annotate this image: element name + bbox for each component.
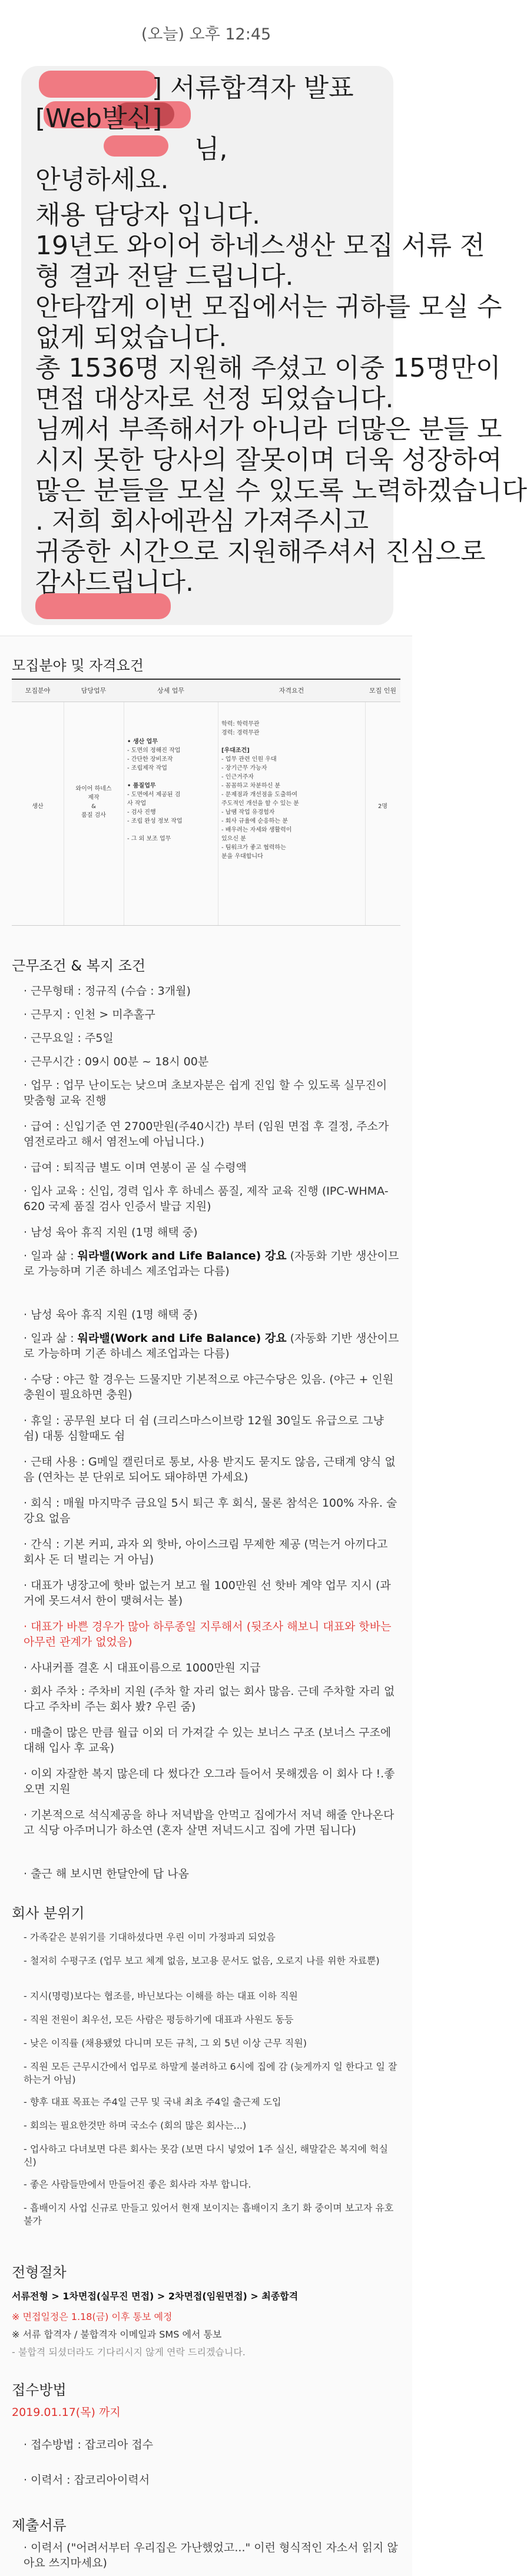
sms-line: 감사드립니다. xyxy=(35,567,194,597)
condition-item: · 회사 주차 : 주차비 지원 (주차 할 자리 없는 회사 많음. 근데 주차할 자리 없다고 주차비 주는 회사 봤? 우린 줌) xyxy=(24,1685,395,1713)
worklife-emphasis: 워라밸(Work and Life Balance) 강요 xyxy=(77,1332,287,1345)
req-line: - 인근거주자 xyxy=(221,774,254,780)
detail-line xyxy=(127,826,214,835)
req-line: - 문제점과 개선점을 도출하여 xyxy=(221,792,298,798)
apply-item: · 접수방법 : 잡코리아 접수 xyxy=(24,2438,154,2451)
table-header: 자격요건 xyxy=(218,680,365,702)
req-line: - 장기근무 가능자 xyxy=(221,765,267,772)
duty-line: & xyxy=(91,803,96,810)
condition-item: · 급여 : 퇴직금 별도 이며 연봉이 곧 실 수령액 xyxy=(24,1161,247,1174)
condition-item: · 근무시간 : 09시 00분 ~ 18시 00분 xyxy=(24,1055,209,1068)
detail-line: • 생산 업무 xyxy=(127,739,158,745)
worklife-rest: (자동화 기반 생산이므로 가능하며 기존 하네스 제조업과는 다름) xyxy=(24,1249,399,1278)
detail-line: - 도면에서 제공된 검 xyxy=(127,792,181,798)
condition-item: · 근태 사용 : G메일 캘린더로 통보, 사용 받지도 묻지도 않음, 근태계 양식 없음 (연차는 분 단위로 되어도 돼야하면 가세요) xyxy=(24,1455,396,1484)
atmosphere-item: - 가족같은 분위기를 기대하셨다면 우린 이미 가정파괴 되었음 xyxy=(24,1932,276,1943)
section-title-recruit: 모집분야 및 자격요건 xyxy=(12,657,144,674)
section-title-documents: 제출서류 xyxy=(12,2517,67,2534)
field-value: 생산 xyxy=(32,803,44,810)
worklife-label: · 일과 삶 : xyxy=(24,1249,78,1262)
detail-line: - 조립제작 작업 xyxy=(127,765,167,772)
req-line: - 팀워크가 좋고 협력하는 xyxy=(221,845,286,851)
sms-line: 시지 못한 당사의 잘못이며 더욱 성장하여 xyxy=(35,445,502,475)
req-line: 분을 우대합니다 xyxy=(221,853,263,860)
sms-line: 채용 담당자 입니다. xyxy=(35,200,260,230)
process-note: ※ 서류 합격자 / 불합격자 이메일과 SMS 에서 통보 xyxy=(12,2329,222,2340)
req-line: - 꼼꼼하고 차분하신 분 xyxy=(221,783,281,789)
condition-item: · 남성 육아 휴직 지원 (1명 해택 중) xyxy=(24,1226,198,1239)
process-steps xyxy=(12,2290,389,2303)
table-cell-requirements xyxy=(218,702,365,926)
sms-line: 19년도 와이어 하네스생산 모집 서류 전 xyxy=(35,231,485,261)
sms-line: 안녕하세요. xyxy=(35,165,169,195)
table-header: 모집분야 xyxy=(12,680,64,702)
section-title-process: 전형절차 xyxy=(12,2264,67,2281)
sms-line: 총 1536명 지원해 주셨고 이중 15명만이 xyxy=(35,353,501,383)
atmosphere-item: - 좋은 사람들만에서 만들어진 좋은 회사라 자부 합니다. xyxy=(24,2179,251,2190)
table-header: 상세 업무 xyxy=(124,680,218,702)
condition-item: · 사내커플 결혼 시 대표이름으로 1000만원 지급 xyxy=(24,1661,261,1674)
job-posting xyxy=(0,636,412,2576)
req-line: 경력: 경력무관 xyxy=(221,730,260,736)
condition-item: · 근무형태 : 정규직 (수습 : 3개월) xyxy=(24,985,191,998)
detail-line xyxy=(127,773,214,782)
condition-item: · 업무 : 업무 난이도는 낮으며 초보자분은 쉽게 진입 할 수 있도록 실무진이 맞춤형 교육 진행 xyxy=(24,1079,387,1107)
atmosphere-item: - 흡배이지 사업 신규로 만들고 있어서 현재 보이지는 흡배이지 초기 화 중이며 보고자 유호 불가 xyxy=(24,2202,394,2226)
table-cell-duty xyxy=(64,702,124,926)
table-header: 모집 인원 xyxy=(365,680,400,702)
sms-line: [Web발신] xyxy=(35,104,163,134)
redaction-greeting xyxy=(104,135,168,157)
req-line: 학력: 학력무관 xyxy=(221,721,260,727)
condition-item: · 근무지 : 인천 > 미추홀구 xyxy=(24,1008,155,1021)
recruit-table xyxy=(12,679,400,926)
worklife-label: · 일과 삶 : xyxy=(24,1332,78,1345)
condition-item: · 수당 : 야근 할 경우는 드물지만 기본적으로 야근수당은 있음. (야근 + 인원 충원이 필요하면 충원) xyxy=(24,1373,394,1401)
condition-item: · 입사 교육 : 신입, 경력 입사 후 하네스 품질, 제작 교육 진행 (IPC-WHMA-620 국제 품질 검사 인증서 발급 지원) xyxy=(24,1185,389,1213)
condition-item: · 대표가 냉장고에 핫바 없는거 보고 월 100만원 선 핫바 계약 업무 지시 (과거에 못드셔서 한이 맺혀서는 볼) xyxy=(24,1579,391,1607)
table-cell-detail xyxy=(124,702,218,926)
document-item: · 이력서 ("어려서부터 우리집은 가난했었고..." 이런 형식적인 자소서 읽지 않아요 쓰지마세요) xyxy=(24,2541,398,2570)
condition-item: · 매출이 많은 만큼 월급 이외 더 가져갈 수 있는 보너스 구조 (보너스 구조에 대해 입사 후 교육) xyxy=(24,1726,392,1754)
condition-item: · 간식 : 기본 커피, 과자 외 핫바, 아이스크림 무제한 제공 (먹는거 아끼다고 회사 돈 더 벌리는 거 아님) xyxy=(24,1538,388,1566)
atmosphere-item: - 철저히 수평구조 (업무 보고 체계 없음, 보고용 문서도 없음, 오로지 나를 위한 자료뿐) xyxy=(24,1955,380,1966)
condition-item-highlight: · 대표가 바쁜 경우가 많아 하루종일 지루해서 (뒷조사 해보니 대표와 핫바는 아무런 관계가 없었음) xyxy=(24,1620,392,1648)
condition-item: · 회식 : 매월 마지막주 금요일 5시 퇴근 후 회식, 물론 참석은 100% 자유. 술 강요 없음 xyxy=(24,1497,397,1525)
process-note: ※ 면접일정은 1.18(금) 이후 통보 예정 xyxy=(12,2311,173,2322)
condition-item: · 남성 육아 휴직 지원 (1명 해택 중) xyxy=(24,1308,198,1321)
deadline-text: 2019.01.17(목) 까지 xyxy=(12,2406,121,2419)
sms-line: 귀중한 시간으로 지원해주셔서 진심으로 xyxy=(35,537,486,567)
headcount-value: 2명 xyxy=(377,803,388,810)
atmosphere-item: - 지시(명령)보다는 협조를, 바닌보다는 이해를 하는 대표 이하 직원 xyxy=(24,1990,298,2002)
detail-line: • 품질업무 xyxy=(127,783,156,789)
detail-line: - 조립 완성 정보 작업 xyxy=(127,818,183,825)
duty-line: 와이어 하네스 xyxy=(75,786,112,792)
condition-item: · 휴일 : 공무원 보다 더 쉼 (크리스마스이브랑 12월 30일도 유급으로 그냥 쉼) 대통 심할때도 쉼 xyxy=(24,1414,384,1442)
condition-item: · 급여 : 신입기준 연 2700만원(주40시간) 부터 (임원 면접 후 결정, 주소가 염전로라고 해서 염전노예 아닙니다.) xyxy=(24,1120,389,1148)
sms-line: 님께서 부족해서가 아니라 더많은 분들 모 xyxy=(35,414,502,444)
section-title-conditions: 근무조건 & 복지 조건 xyxy=(12,958,146,974)
section-title-apply: 접수방법 xyxy=(12,2382,67,2398)
duty-line: 제작 xyxy=(88,795,100,801)
sms-line: 안타깝게 이번 모집에서는 귀하를 모실 수 xyxy=(35,292,502,322)
req-line: - 배우려는 자세와 생활력이 xyxy=(221,827,292,833)
sms-line: 형 결과 전달 드립니다. xyxy=(35,261,294,291)
table-cell-field xyxy=(12,702,64,926)
table-cell-headcount xyxy=(365,702,400,926)
sms-line: 님, xyxy=(194,134,228,164)
duty-line: 품질 검사 xyxy=(81,812,106,819)
atmosphere-item: - 직원 전원이 최우선, 모든 사람은 평등하기에 대표과 사원도 동등 xyxy=(24,2014,294,2025)
req-line: - 납땜 작업 유경험자 xyxy=(221,809,275,816)
detail-line: - 간단한 장비조작 xyxy=(127,756,173,763)
atmosphere-item: - 직원 모든 근무시간에서 업무로 하말게 불려하고 6시에 집에 감 (늦게까지 일 한다고 일 잘하는거 아님) xyxy=(24,2061,397,2085)
req-line: [우대조건] xyxy=(221,747,250,754)
sms-timestamp: (오늘) 오후 12:45 xyxy=(141,25,271,44)
sms-message-view xyxy=(0,0,527,636)
worklife-rest: (자동화 기반 생산이므로 가능하며 기존 하네스 제조업과는 다름) xyxy=(24,1332,399,1360)
process-line: 서류전형 > 1차면접(실무진 면접) > 2차면접(임원면접) > 최종합격 xyxy=(12,2291,299,2302)
condition-item: · 기본적으로 석식제공을 하나 저녁밥을 안먹고 집에가서 저녁 해줄 안나온다고 식당 아주머니가 하소연 (혼자 살면 저녁드시고 집에 가면 됩니다) xyxy=(24,1809,395,1837)
redaction-company xyxy=(39,71,157,98)
atmosphere-item: - 회의는 필요한것만 하며 국소수 (회의 많은 회사는...) xyxy=(24,2120,247,2131)
req-line xyxy=(221,737,362,746)
worklife-item xyxy=(24,1248,400,1279)
detail-line: 사 작업 xyxy=(127,800,147,807)
atmosphere-item: - 향후 대표 목표는 주4일 근무 및 국내 최초 주4일 출근제 도입 xyxy=(24,2096,281,2108)
detail-line: - 그 외 보조 업무 xyxy=(127,836,171,842)
worklife-item xyxy=(24,1331,400,1361)
condition-item: · 이외 자잘한 복지 많은데 다 썼다간 오그라 들어서 못해겠음 이 회사 다 !.좋 오면 지원 xyxy=(24,1767,395,1796)
detail-line: - 검사 진행 xyxy=(127,809,156,816)
req-line: 주도적인 개선을 할 수 있는 분 xyxy=(221,800,299,807)
sms-line: ] 서류합격자 발표 xyxy=(152,73,354,103)
sms-line: 많은 분들을 모실 수 있도록 노력하겠습니다 xyxy=(35,476,527,506)
worklife-emphasis: 워라밸(Work and Life Balance) 강요 xyxy=(77,1249,287,1262)
req-line: - 회사 규율에 순응하는 분 xyxy=(221,818,288,825)
req-line: - 업무 관련 인원 우대 xyxy=(221,756,277,763)
condition-item: · 출근 해 보시면 한달안에 답 나옴 xyxy=(24,1867,189,1880)
atmosphere-item: - 업사하고 다녀보면 다른 회사는 못감 (보면 다시 넣었어 1주 실신, 해말같은 복지에 헉실신) xyxy=(24,2143,388,2168)
apply-item: · 이력서 : 잡코리아이력서 xyxy=(24,2474,150,2487)
req-line: 있으신 분 xyxy=(221,836,246,842)
process-note: - 불합격 되셨더라도 기다리시지 않게 연락 드리겠습니다. xyxy=(12,2346,246,2358)
section-title-atmosphere: 회사 분위기 xyxy=(12,1905,85,1922)
atmosphere-item: - 낮은 이직률 (채용됐었 다니며 모든 규칙, 그 외 5년 이상 근무 직원) xyxy=(24,2037,307,2049)
sms-line: . 저희 회사에관심 가져주시고 xyxy=(35,506,369,536)
detail-line: - 도면의 정해진 작업 xyxy=(127,747,181,754)
sms-line: 없게 되었습니다. xyxy=(35,323,227,353)
table-header: 담당업무 xyxy=(64,680,124,702)
sms-line: 면접 대상자로 선정 되었습니다. xyxy=(35,384,394,414)
condition-item: · 근무요일 : 주5일 xyxy=(24,1032,114,1045)
